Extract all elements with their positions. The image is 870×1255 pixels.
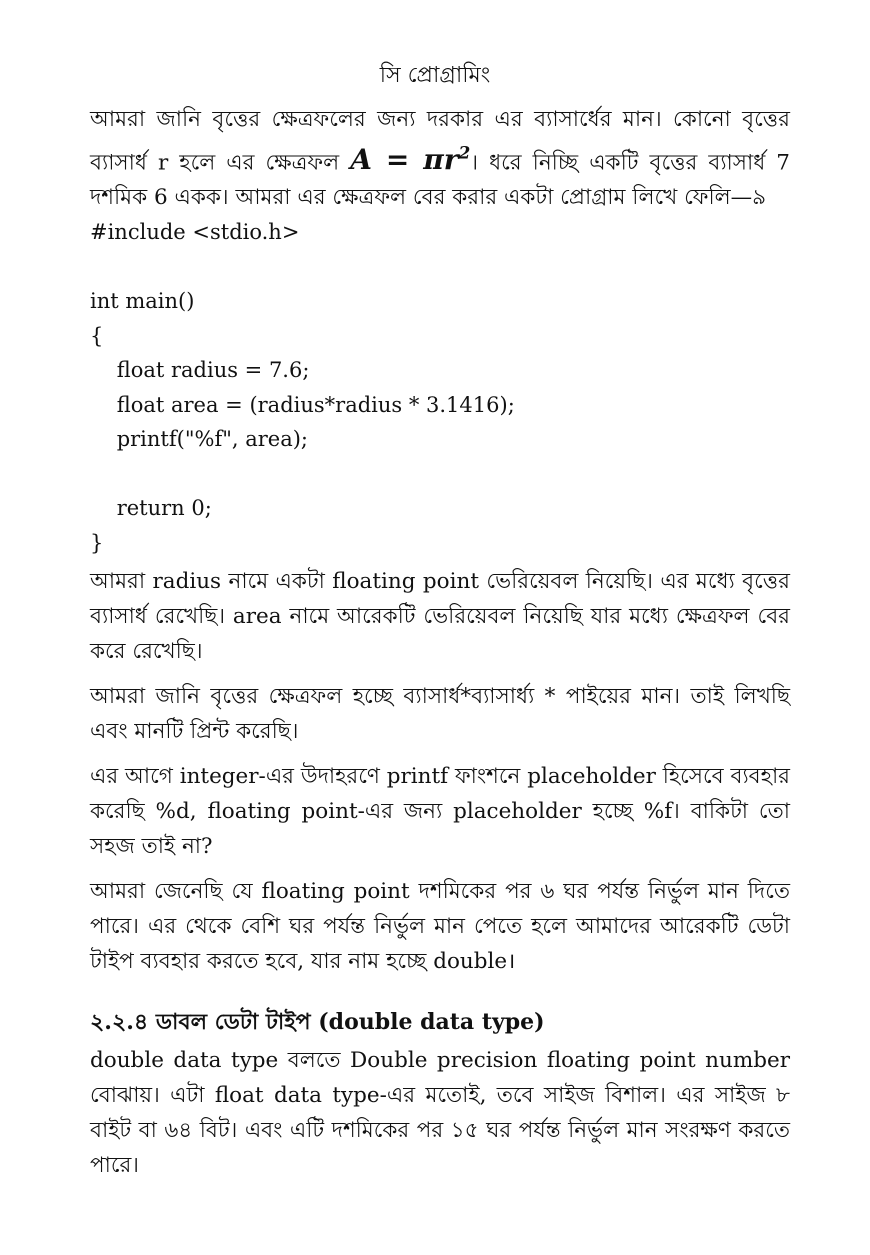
code-listing: #include <stdio.h> int main() { float radius = 7.6; float area = (radius*radius * 3.1416); printf("%f", area); return 0; } <box>90 220 515 555</box>
paragraph-area-formula: আমরা জানি বৃত্তের ক্ষেত্রফল হচ্ছে ব্যাসার্ধ*ব্যাসার্ধ্য * পাইয়ের মান। তাই লিখছি এবং মানটি প্রিন্ট করেছি। <box>90 684 790 745</box>
formula-base: A = πr <box>350 143 459 177</box>
intro-paragraph <box>90 102 790 215</box>
intro-text-before: আমরা জানি বৃত্তের ক্ষেত্রফলের জন্য দরকার এর ব্যাসার্ধের মান। কোনো বৃত্তের ব্যাসার্ধ r হলে এর ক্ষেত্রফল <box>90 107 790 176</box>
paragraph-radius-variable: আমরা radius নামে একটা floating point ভেরিয়েবল নিয়েছি। এর মধ্যে বৃত্তের ব্যাসার্ধ রেখেছি। area নামে আরেকটি ভেরিয়েবল নিয়েছি যার মধ্যে ক্ষেত্রফল বের করে রেখেছি। <box>90 569 790 665</box>
section-heading: ২.২.৪ ডাবল ডেটা টাইপ (double data type) <box>90 1009 545 1036</box>
paragraph-placeholder: এর আগে integer-এর উদাহরণে printf ফাংশনে placeholder হিসেবে ব্যবহার করেছি %d, floating point-এর জন্য placeholder হচ্ছে %f। বাকিটা তো সহজ তাই না? <box>90 764 790 860</box>
running-head: সি প্রোগ্রামিং <box>379 63 491 88</box>
paragraph-precision: আমরা জেনেছি যে floating point দশমিকের পর ৬ ঘর পর্যন্ত নির্ভুল মান দিতে পারে। এর থেকে বেশি ঘর পর্যন্ত নির্ভুল মান পেতে হলে আমাদের আরেকটি ডেটা টাইপ ব্যবহার করতে হবে, যার নাম হচ্ছে double। <box>90 879 790 975</box>
page-body <box>90 102 790 1193</box>
formula-exponent: 2 <box>458 144 471 164</box>
section-paragraph: double data type বলতে Double precision floating point number বোঝায়। এটা float data type-এর মতোই, তবে সাইজ বিশাল। এর সাইজ ৮ বাইট বা ৬৪ বিট। এবং এটি দশমিকের পর ১৫ ঘর পর্যন্ত নির্ভুল মান সংরক্ষণ করতে পারে। <box>90 1048 790 1179</box>
intro-text-after: । ধরে নিচ্ছি একটি বৃত্তের ব্যাসার্ধ 7 দশমিক 6 একক। আমরা এর ক্ষেত্রফল বের করার একটা প্রোগ্রাম লিখে ফেলি—৯ <box>90 150 790 211</box>
area-formula <box>350 143 470 176</box>
